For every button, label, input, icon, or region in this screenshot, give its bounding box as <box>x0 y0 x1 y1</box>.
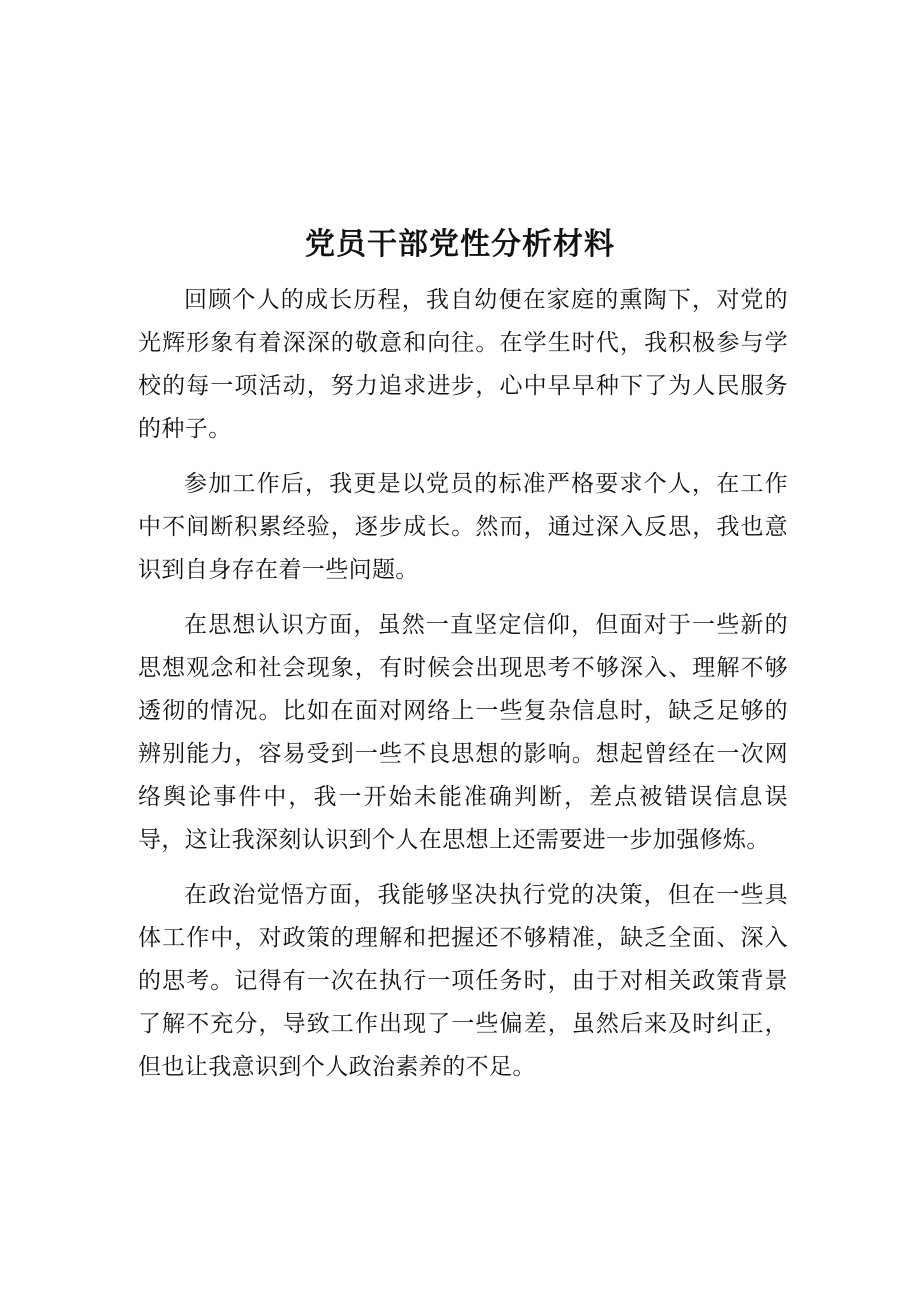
document-body <box>138 279 788 1101</box>
paragraph-political: 在政治觉悟方面，我能够坚决执行党的决策，但在一些具体工作中，对政策的理解和把握还不够精准，缺乏全面、深入的思考。记得有一次在执行一项任务时，由于对相关政策背景了解不充分，导致工作出现了一些偏差，虽然后来及时纠正，但也让我意识到个人政治素养的不足。 <box>138 882 788 1080</box>
paragraph-growth: 回顾个人的成长历程，我自幼便在家庭的熏陶下，对党的光辉形象有着深深的敬意和向往。在学生时代，我积极参与学校的每一项活动，努力追求进步，心中早早种下了为人民服务的种子。 <box>138 287 788 442</box>
document-title: 党员干部党性分析材料 <box>305 227 615 262</box>
paragraph-thinking: 在思想认识方面，虽然一直坚定信仰，但面对于一些新的思想观念和社会现象，有时候会出现思考不够深入、理解不够透彻的情况。比如在面对网络上一些复杂信息时，缺乏足够的辨别能力，容易受到一些不良思想的影响。想起曾经在一次网络舆论事件中，我一开始未能准确判断，差点被错误信息误导，这让我深刻认识到个人在思想上还需要进一步加强修炼。 <box>138 612 788 853</box>
paragraph-work: 参加工作后，我更是以党员的标准严格要求个人，在工作中不间断积累经验，逐步成长。然而，通过深入反思，我也意识到自身存在着一些问题。 <box>138 471 788 583</box>
